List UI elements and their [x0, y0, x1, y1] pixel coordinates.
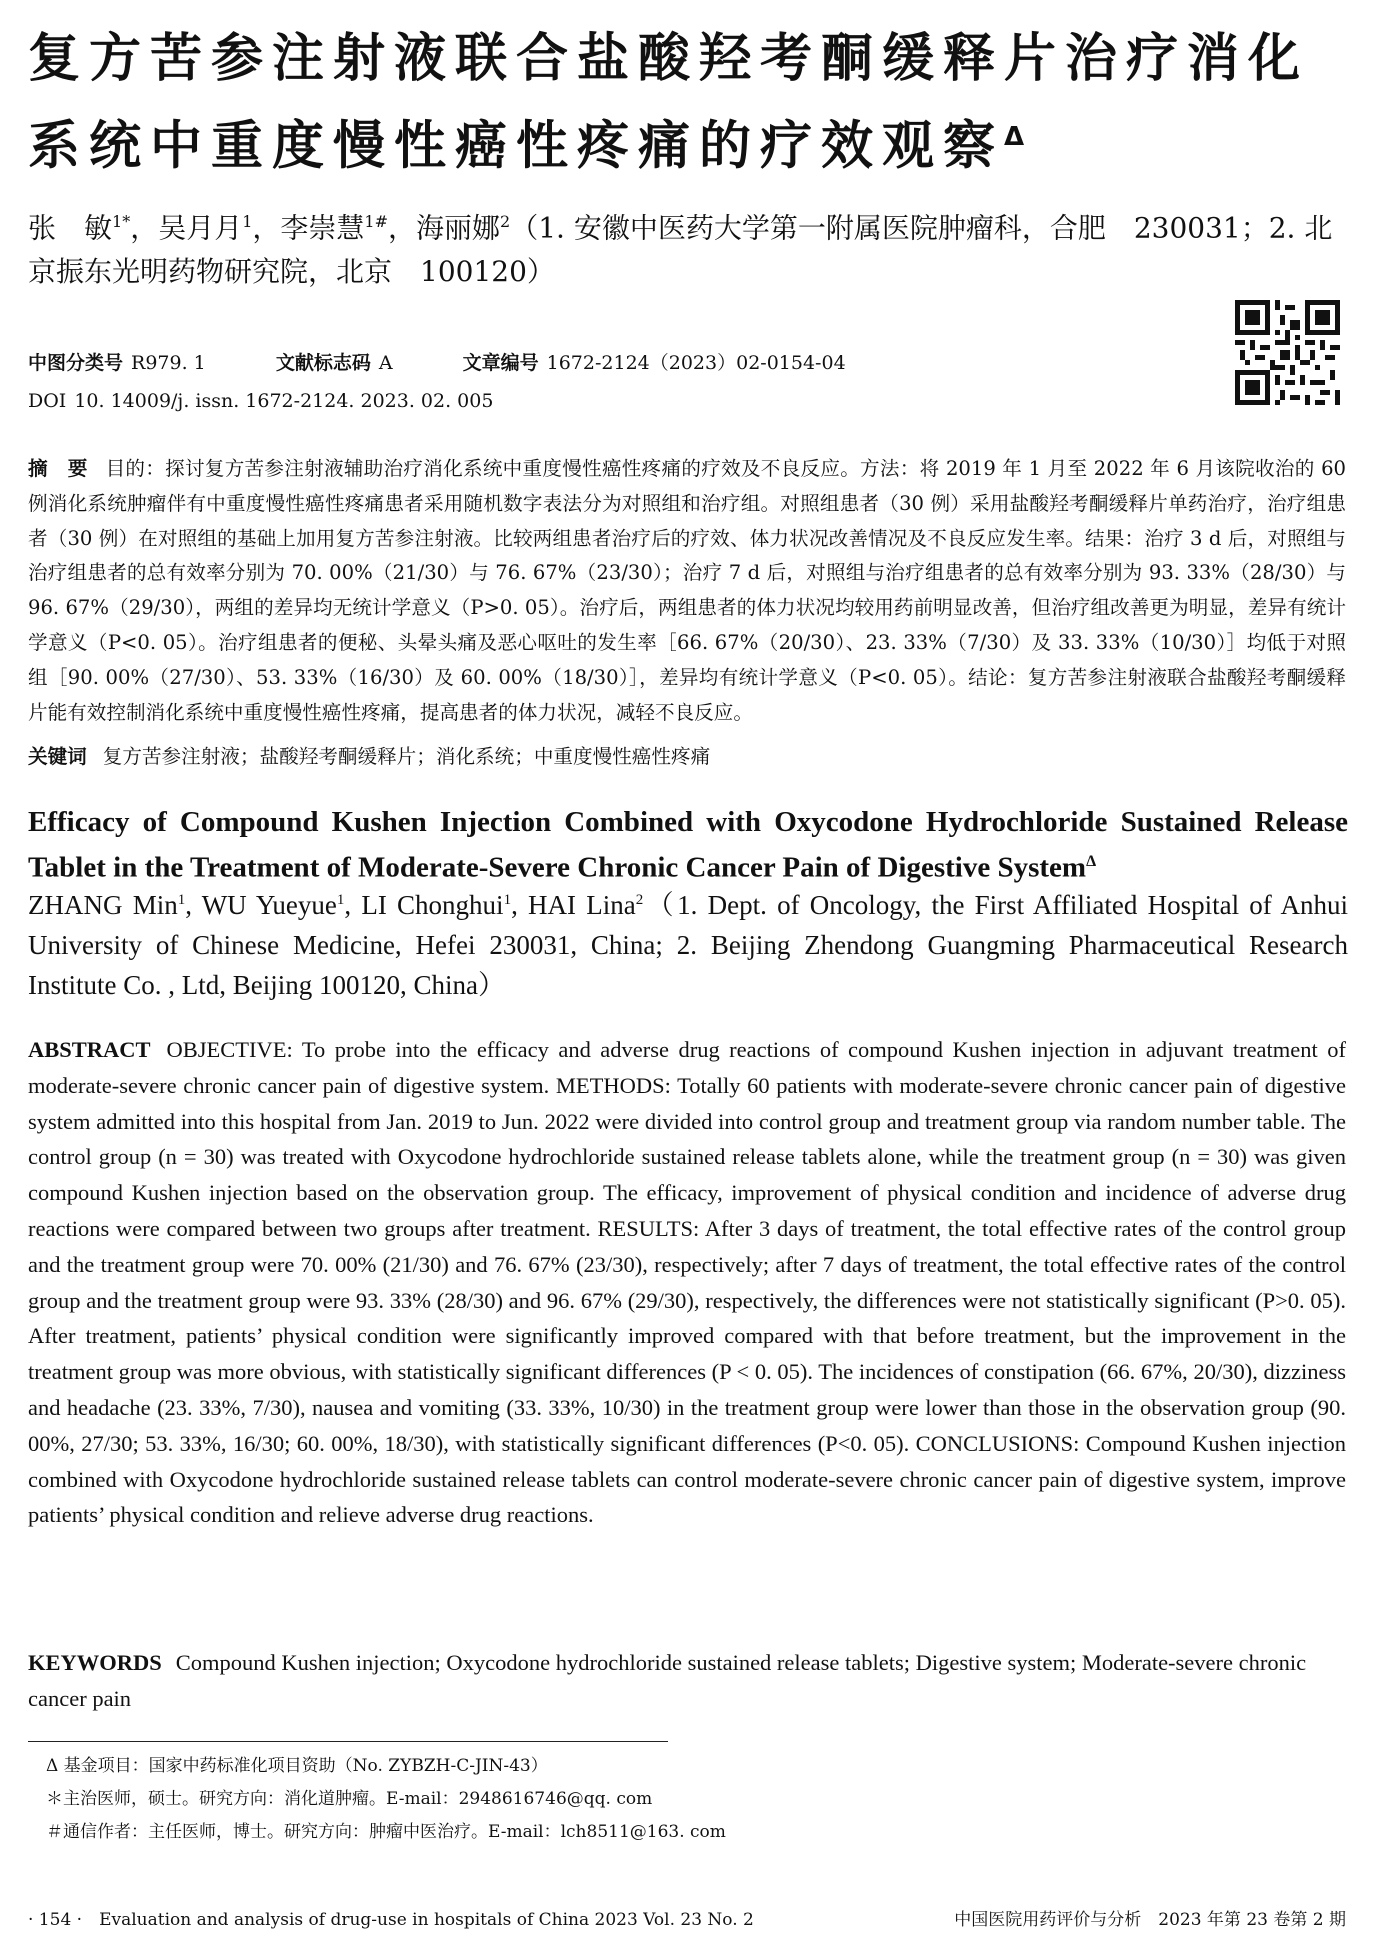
- chinese-authors: 张 敏$^{1*}$，吴月月$^1$，李崇慧$^{1\#}$，海丽娜$^2$（1. 安徽中医药大学第一附属医院肿瘤科，合肥 230031；2. 北京振东光明药物研究院，北京 100120）: [28, 211, 1333, 289]
- fund-mark: Δ: [1004, 122, 1025, 152]
- english-authors: ZHANG Min$^1$, WU Yueyue$^1$, LI Chonghui$^1$, HAI Lina$^2$（1. Dept. of Oncology, the First Affiliated Hospital of Anhui University of Chinese Medicine, Hefei 230031, China; 2. Beijing Zhendong Guangming Pharmaceutical Research Institute Co. , Ltd, Beijing 100120, China）: [28, 890, 1349, 1000]
- footnotes: [28, 1750, 1046, 1849]
- chinese-affiliation: （1. 安徽中医药大学第一附属医院肿瘤科，合肥 230031；2. 北京振东光明药物研究院，北京 100120）: [28, 211, 1333, 289]
- footnote-fund: Δ 基金项目：国家中药标准化项目资助（No. ZYBZH-C-JIN-43）: [46, 1756, 548, 1776]
- qr-code-icon: [1235, 300, 1340, 405]
- doi-value: 10. 14009/j. issn. 1672-2124. 2023. 02. 005: [74, 390, 494, 412]
- footnote-divider: [28, 1741, 668, 1742]
- chinese-title: 复方苦参注射液联合盐酸羟考酮缓释片治疗消化系统中重度慢性癌性疼痛的疗效观察$^\Delta$: [28, 29, 1310, 177]
- footnote-first-author: ＊主治医师，硕士。研究方向：消化道肿瘤。E-mail：2948616746@qq. com: [46, 1789, 653, 1809]
- english-abstract-text: OBJECTIVE: To probe into the efficacy and adverse drug reactions of compound Kushen injection in adjuvant treatment of moderate-severe chronic cancer pain of digestive system. METHODS: Totally 60 patients with moderate-severe chronic cancer pain of digestive system admitted into this hospital from Jan. 2019 to Jun. 2022 were divided into control group and treatment group via random number table. The control group (n = 30) was treated with Oxycodone hydrochloride sustained release tablets alone, while the treatment group (n = 30) was given compound Kushen injection based on the observation group. The efficacy, improvement of physical condition and incidence of adverse drug reactions were compared between two groups after treatment. RESULTS: After 3 days of treatment, the total effective rates of the control group and the treatment group were 70. 00% (21/30) and 76. 67% (23/30), respectively; after 7 days of treatment, the total effective rates of the control group and the treatment group were 93. 33% (28/30) and 96. 67% (29/30), respectively, the differences were not statistically significant (P>0. 05). After treatment, patients’ physical condition were significantly improved compared with that before treatment, but the improvement in the treatment group was more obvious, with statistically significant differences (P < 0. 05). The incidences of constipation (66. 67%, 20/30), dizziness and headache (23. 33%, 7/30), nausea and vomiting (33. 33%, 10/30) in the treatment group were lower than those in the observation group (90. 00%, 27/30; 53. 33%, 16/30; 60. 00%, 18/30), with statistically significant differences (P<0. 05). CONCLUSIONS: Compound Kushen injection combined with Oxycodone hydrochloride sustained release tablets can control moderate-severe chronic cancer pain of digestive system, improve patients’ physical condition and relieve adverse drug reactions.: [28, 1037, 1346, 1528]
- chinese-abstract-text: 目的：探讨复方苦参注射液辅助治疗消化系统中重度慢性癌性疼痛的疗效及不良反应。方法：将 2019 年 1 月至 2022 年 6 月该院收治的 60 例消化系统肿瘤伴有中重度慢性癌性疼痛患者采用随机数字表法分为对照组和治疗组。对照组患者（30 例）采用盐酸羟考酮缓释片单药治疗，治疗组患者（30 例）在对照组的基础上加用复方苦参注射液。比较两组患者治疗后的疗效、体力状况改善情况及不良反应发生率。结果：治疗 3 d 后，对照组与治疗组患者的总有效率分别为 70. 00%（21/30）与 76. 67%（23/30）；治疗 7 d 后，对照组与治疗组患者的总有效率分别为 93. 33%（28/30）与 96. 67%（29/30），两组的差异均无统计学意义（P>0. 05）。治疗后，两组患者的体力状况均较用药前明显改善，但治疗组改善更为明显，差异有统计学意义（P<0. 05）。治疗组患者的便秘、头晕头痛及恶心呕吐的发生率［66. 67%（20/30）、23. 33%（7/30）及 33. 33%（10/30）］均低于对照组［90. 00%（27/30）、53. 33%（16/30）及 60. 00%（18/30）］，差异均有统计学意义（P<0. 05）。结论：复方苦参注射液联合盐酸羟考酮缓释片能有效控制消化系统中重度慢性癌性疼痛，提高患者的体力状况，减轻不良反应。: [28, 457, 1347, 724]
- english-abstract: ABSTRACT OBJECTIVE: To probe into the efficacy and adverse drug reactions of compound Kushen injection in adjuvant treatment of moderate-severe chronic cancer pain of digestive system. METHODS: Totally 60 patients with moderate-severe chronic cancer pain of digestive system admitted into this hospital from Jan. 2019 to Jun. 2022 were divided into control group and treatment group via random number table. The control group (n = 30) was treated with Oxycodone hydrochloride sustained release tablets alone, while the treatment group (n = 30) was given compound Kushen injection based on the observation group. The efficacy, improvement of physical condition and incidence of adverse drug reactions were compared between two groups after treatment. RESULTS: After 3 days of treatment, the total effective rates of the control group and the treatment group were 70. 00% (21/30) and 76. 67% (23/30), respectively; after 7 days of treatment, the total effective rates of the control group and the treatment group were 93. 33% (28/30) and 96. 67% (29/30), respectively, the differences were not statistically significant (P>0. 05). After treatment, patients’ physical condition were significantly improved compared with that before treatment, but the improvement in the treatment group was more obvious, with statistically significant differences (P < 0. 05). The incidences of constipation (66. 67%, 20/30), dizziness and headache (23. 33%, 7/30), nausea and vomiting (33. 33%, 10/30) in the treatment group were lower than those in the observation group (90. 00%, 27/30; 53. 33%, 16/30; 60. 00%, 18/30), with statistically significant differences (P<0. 05). CONCLUSIONS: Compound Kushen injection combined with Oxycodone hydrochloride sustained release tablets can control moderate-severe chronic cancer pain of digestive system, improve patients’ physical condition and relieve adverse drug reactions.: [28, 1037, 1346, 1528]
- english-affiliation: （1. Dept. of Oncology, the First Affiliated Hospital of Anhui University of Chinese Medicine, Hefei 230031, China; 2. Beijing Zhendong Guangming Pharmaceutical Research Institute Co. , Ltd, Beijing 100120, China）: [28, 890, 1349, 1000]
- article-metadata: 中图分类号 R979. 1 文献标志码 A 文章编号 1672-2124（2023）02-0154-04 DOI 10. 14009/j. issn. 1672-2124. 2023. 02. 005: [28, 352, 846, 412]
- chinese-abstract: 摘 要 目的：探讨复方苦参注射液辅助治疗消化系统中重度慢性癌性疼痛的疗效及不良反应。方法：将 2019 年 1 月至 2022 年 6 月该院收治的 60 例消化系统肿瘤伴有中重度慢性癌性疼痛患者采用随机数字表法分为对照组和治疗组。对照组患者（30 例）采用盐酸羟考酮缓释片单药治疗，治疗组患者（30 例）在对照组的基础上加用复方苦参注射液。比较两组患者治疗后的疗效、体力状况改善情况及不良反应发生率。结果：治疗 3 d 后，对照组与治疗组患者的总有效率分别为 70. 00%（21/30）与 76. 67%（23/30）；治疗 7 d 后，对照组与治疗组患者的总有效率分别为 93. 33%（28/30）与 96. 67%（29/30），两组的差异均无统计学意义（P>0. 05）。治疗后，两组患者的体力状况均较用药前明显改善，但治疗组改善更为明显，差异有统计学意义（P<0. 05）。治疗组患者的便秘、头晕头痛及恶心呕吐的发生率［66. 67%（20/30）、23. 33%（7/30）及 33. 33%（10/30）］均低于对照组［90. 00%（27/30）、53. 33%（16/30）及 60. 00%（18/30）］，差异均有统计学意义（P<0. 05）。结论：复方苦参注射液联合盐酸羟考酮缓释片能有效控制消化系统中重度慢性癌性疼痛，提高患者的体力状况，减轻不良反应。: [28, 457, 1347, 724]
- footer-journal-en: · 154 · Evaluation and analysis of drug-use in hospitals of China 2023 Vol. 23 No. 2: [28, 1910, 754, 1930]
- footnote-corresponding-author: ＃通信作者：主任医师，博士。研究方向：肿瘤中医治疗。E-mail：lch8511@163. com: [46, 1822, 726, 1842]
- english-title: Efficacy of Compound Kushen Injection Combined with Oxycodone Hydrochloride Sustained Release Tablet in the Treatment of Moderate-Severe Chronic Cancer Pain of Digestive System$^\Delta$: [28, 806, 1348, 884]
- footer-journal-zh: 中国医院用药评价与分析 2023 年第 23 卷第 2 期: [954, 1910, 1346, 1930]
- english-keywords: KEYWORDS Compound Kushen injection; Oxycodone hydrochloride sustained release tablets; Digestive system; Moderate-severe chronic cancer pain: [28, 1650, 1307, 1711]
- chinese-keywords: 关键词 复方苦参注射液；盐酸羟考酮缓释片；消化系统；中重度慢性癌性疼痛: [28, 745, 711, 768]
